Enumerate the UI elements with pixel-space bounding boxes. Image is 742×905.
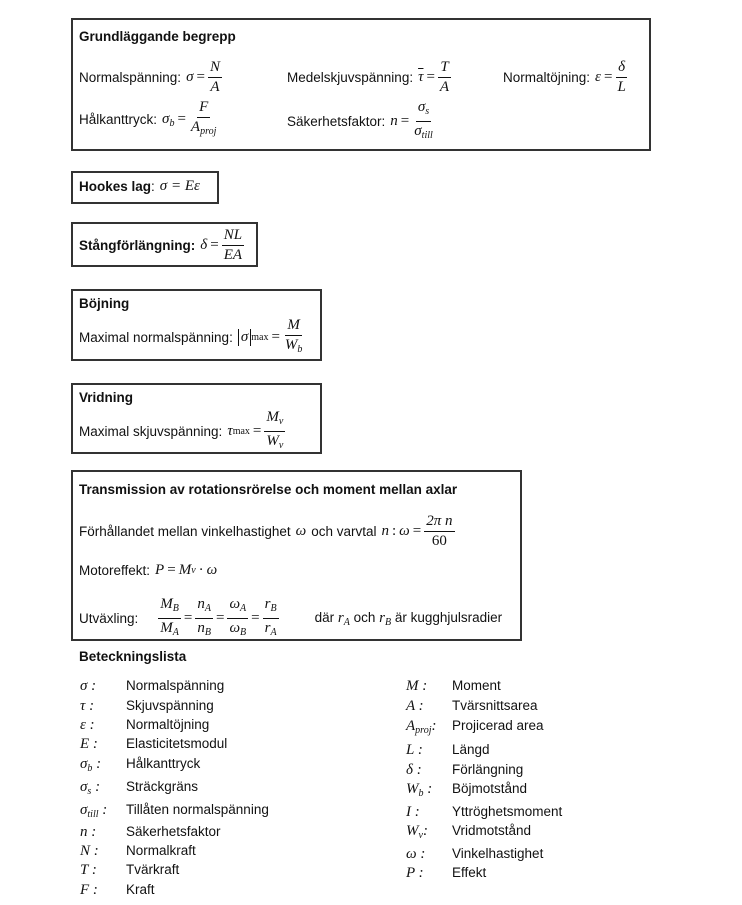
safety-factor-formula: Säkerhetsfaktor: n = $\frac{\sigma_s}{\sigma_{till}}$ <box>287 99 433 141</box>
basic-concepts-box <box>71 18 651 151</box>
list-item: $\sigma_b$ : Hålkanttryck <box>80 756 201 774</box>
list-item: δ : Förlängning <box>406 762 524 778</box>
list-item: M : Moment <box>406 678 501 694</box>
list-item: σ : Normalspänning <box>80 678 225 694</box>
normal-strain-formula: Normaltöjning: ε = $\frac{\delta}{L}$ <box>503 59 626 95</box>
list-item: τ : Skjuvspänning <box>80 698 214 714</box>
symbol-list-title: Beteckningslista <box>79 649 187 664</box>
list-item: ε : Normaltöjning <box>80 717 210 733</box>
list-item: n : Säkerhetsfaktor <box>80 824 221 840</box>
bearing-pressure-formula: Hålkanttryck: $\sigma_b$ = $\frac{F}{A_{proj}}$ <box>79 99 217 137</box>
bar-elongation-box <box>71 222 258 267</box>
list-item: T : Tvärkraft <box>80 862 180 878</box>
list-item: L : Längd <box>406 742 490 758</box>
torsion-box <box>71 383 322 454</box>
list-item: N : Normalkraft <box>80 843 196 859</box>
list-item: $W_b$ : Böjmotstånd <box>406 781 528 799</box>
list-item: I : Yttröghetsmoment <box>406 804 563 820</box>
angular-velocity-formula: Förhållandet mellan vinkelhastighet ω och varvtal n : ω = $\frac{\text{2π n}}{60}$ <box>79 513 453 549</box>
list-item: E : Elasticitetsmodul <box>80 736 228 752</box>
bending-formula: Maximal normalspänning: σ max = $\frac{M}{W_b}$ <box>79 317 303 355</box>
list-item: $W_v$: Vridmotstånd <box>406 823 532 841</box>
list-item: $\sigma_{till}$ : Tillåten normalspänning <box>80 802 269 820</box>
list-item: F : Kraft <box>80 882 155 898</box>
transmission-title: Transmission av rotationsrörelse och moment mellan axlar <box>79 482 458 497</box>
hookes-law-box <box>71 171 219 204</box>
list-item: ω : Vinkelhastighet <box>406 846 544 862</box>
gear-ratio-formula: Utväxling: $\frac{M_B}{M_A}$ = $\frac{n_A}{n_B}$ = $\frac{\omega_A}{\omega_B}$ = $\frac{r_B}{r_A}$ där $r_A$ och $r_B$ är kugghjulsradier <box>79 596 503 638</box>
list-item: A : Tvärsnittsarea <box>406 698 538 714</box>
torsion-title: Vridning <box>79 390 133 405</box>
list-item: P : Effekt <box>406 865 487 881</box>
list-item: $\sigma_s$ : Sträckgräns <box>80 779 199 797</box>
hookes-law-formula: Hookes lag : σ = Eε <box>79 178 200 194</box>
motor-power-formula: Motoreffekt: P = M v · ω <box>79 562 218 578</box>
torsion-formula: Maximal skjuvspänning: τ max = $\frac{M_v}{W_v}$ <box>79 409 284 451</box>
gear-radii-note: där $r_A$ och $r_B$ är kugghjulsradier <box>314 609 503 628</box>
transmission-box <box>71 470 522 641</box>
basic-concepts-title: Grundläggande begrepp <box>79 29 236 44</box>
bending-title: Böjning <box>79 296 130 311</box>
normal-stress-formula: Normalspänning: σ = $\frac{N}{A}$ <box>79 59 220 95</box>
list-item: $A_{proj}$: Projicerad area <box>406 718 544 736</box>
bending-box <box>71 289 322 361</box>
bar-elongation-formula: Stångförlängning: δ = $\frac{NL}{EA}$ <box>79 227 243 263</box>
mean-shear-formula: Medelskjuvspänning: $\overline{\tau}$ = $\frac{T}{A}$ <box>287 59 450 95</box>
